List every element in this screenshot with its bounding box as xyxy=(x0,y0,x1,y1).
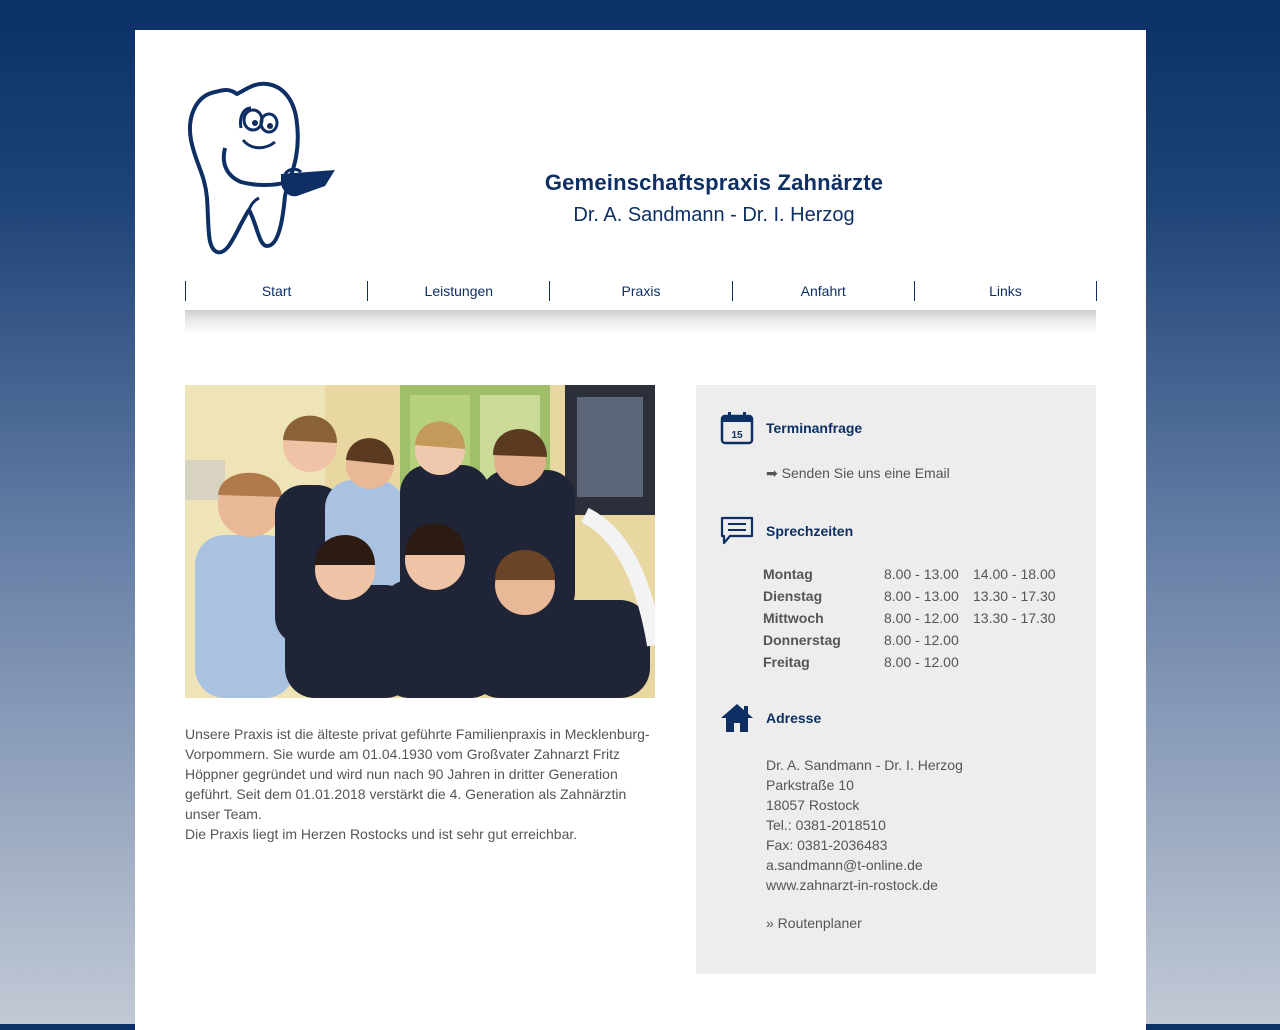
intro-text xyxy=(185,724,655,844)
address-city: 18057 Rostock xyxy=(766,797,860,813)
sprechzeiten-header xyxy=(720,516,853,546)
intro-paragraph-1: Unsere Praxis ist die älteste privat geführte Familienpraxis in Mecklenburg-Vorpommern. Sie wurde am 01.04.1930 vom Großvater Zahnarzt Fritz Höppner gegründet und wird nun nach 90 Jahren in dritter Generation geführt. Seit dem 01.01.2018 verstärkt die 4. Generation als Zahnärztin unser Team. xyxy=(185,726,650,822)
email-link[interactable]: ➡ Senden Sie uns eine Email xyxy=(766,465,950,481)
nav-item-start[interactable]: Start xyxy=(185,281,367,301)
hours-afternoon xyxy=(973,651,1063,673)
hours-day: Freitag xyxy=(763,654,810,670)
hours-morning: 8.00 - 13.00 xyxy=(884,588,959,604)
hours-afternoon: 14.00 - 18.00 xyxy=(973,566,1056,582)
hours-day: Mittwoch xyxy=(763,610,824,626)
adresse-header xyxy=(720,703,821,733)
table-row xyxy=(763,629,1063,651)
table-row xyxy=(763,651,1063,673)
nav-shadow-bar xyxy=(185,310,1096,334)
termin-header xyxy=(720,411,862,445)
page-title: Gemeinschaftspraxis Zahnärzte xyxy=(544,170,884,195)
hours-day: Dienstag xyxy=(763,588,823,604)
hours-morning: 8.00 - 12.00 xyxy=(884,632,959,648)
header-title-block xyxy=(533,170,895,227)
page-container xyxy=(135,30,1146,1030)
hours-morning: 8.00 - 12.00 xyxy=(884,654,959,670)
nav-item-leistungen[interactable]: Leistungen xyxy=(367,281,549,301)
calendar-icon xyxy=(720,411,754,445)
nav-item-praxis[interactable]: Praxis xyxy=(549,281,731,301)
adresse-label: Adresse xyxy=(766,710,822,726)
main-nav xyxy=(185,281,1097,301)
hours-day: Donnerstag xyxy=(763,632,841,648)
team-photo xyxy=(185,385,655,698)
hours-afternoon: 13.30 - 17.30 xyxy=(973,588,1056,604)
calendar-icon-text: 15 xyxy=(731,430,743,441)
address-block xyxy=(766,755,963,895)
info-sidebar xyxy=(696,385,1096,974)
house-icon xyxy=(720,703,754,733)
route-planner-link[interactable]: » Routenplaner xyxy=(766,915,862,931)
sprechzeiten-label: Sprechzeiten xyxy=(766,523,854,539)
table-row xyxy=(763,585,1063,607)
address-phone: Tel.: 0381-2018510 xyxy=(766,817,886,833)
hours-afternoon: 13.30 - 17.30 xyxy=(973,610,1056,626)
address-name: Dr. A. Sandmann - Dr. I. Herzog xyxy=(766,757,963,773)
nav-item-anfahrt[interactable]: Anfahrt xyxy=(732,281,914,301)
opening-hours-table xyxy=(763,563,1063,673)
page-subtitle: Dr. A. Sandmann - Dr. I. Herzog xyxy=(573,204,855,226)
speech-bubble-icon xyxy=(720,516,754,546)
hours-morning: 8.00 - 12.00 xyxy=(884,610,959,626)
tooth-logo-icon[interactable] xyxy=(185,78,335,258)
table-row xyxy=(763,607,1063,629)
address-fax: Fax: 0381-2036483 xyxy=(766,837,888,853)
nav-item-links[interactable]: Links xyxy=(914,281,1096,301)
termin-label: Terminanfrage xyxy=(766,420,863,436)
table-row xyxy=(763,563,1063,585)
hours-morning: 8.00 - 13.00 xyxy=(884,566,959,582)
address-email-link[interactable]: a.sandmann@t-online.de xyxy=(766,857,923,873)
hours-afternoon xyxy=(973,629,1063,651)
address-street: Parkstraße 10 xyxy=(766,777,854,793)
intro-paragraph-2: Die Praxis liegt im Herzen Rostocks und ist sehr gut erreichbar. xyxy=(185,826,578,842)
hours-day: Montag xyxy=(763,566,813,582)
address-website-link[interactable]: www.zahnarzt-in-rostock.de xyxy=(766,877,938,893)
